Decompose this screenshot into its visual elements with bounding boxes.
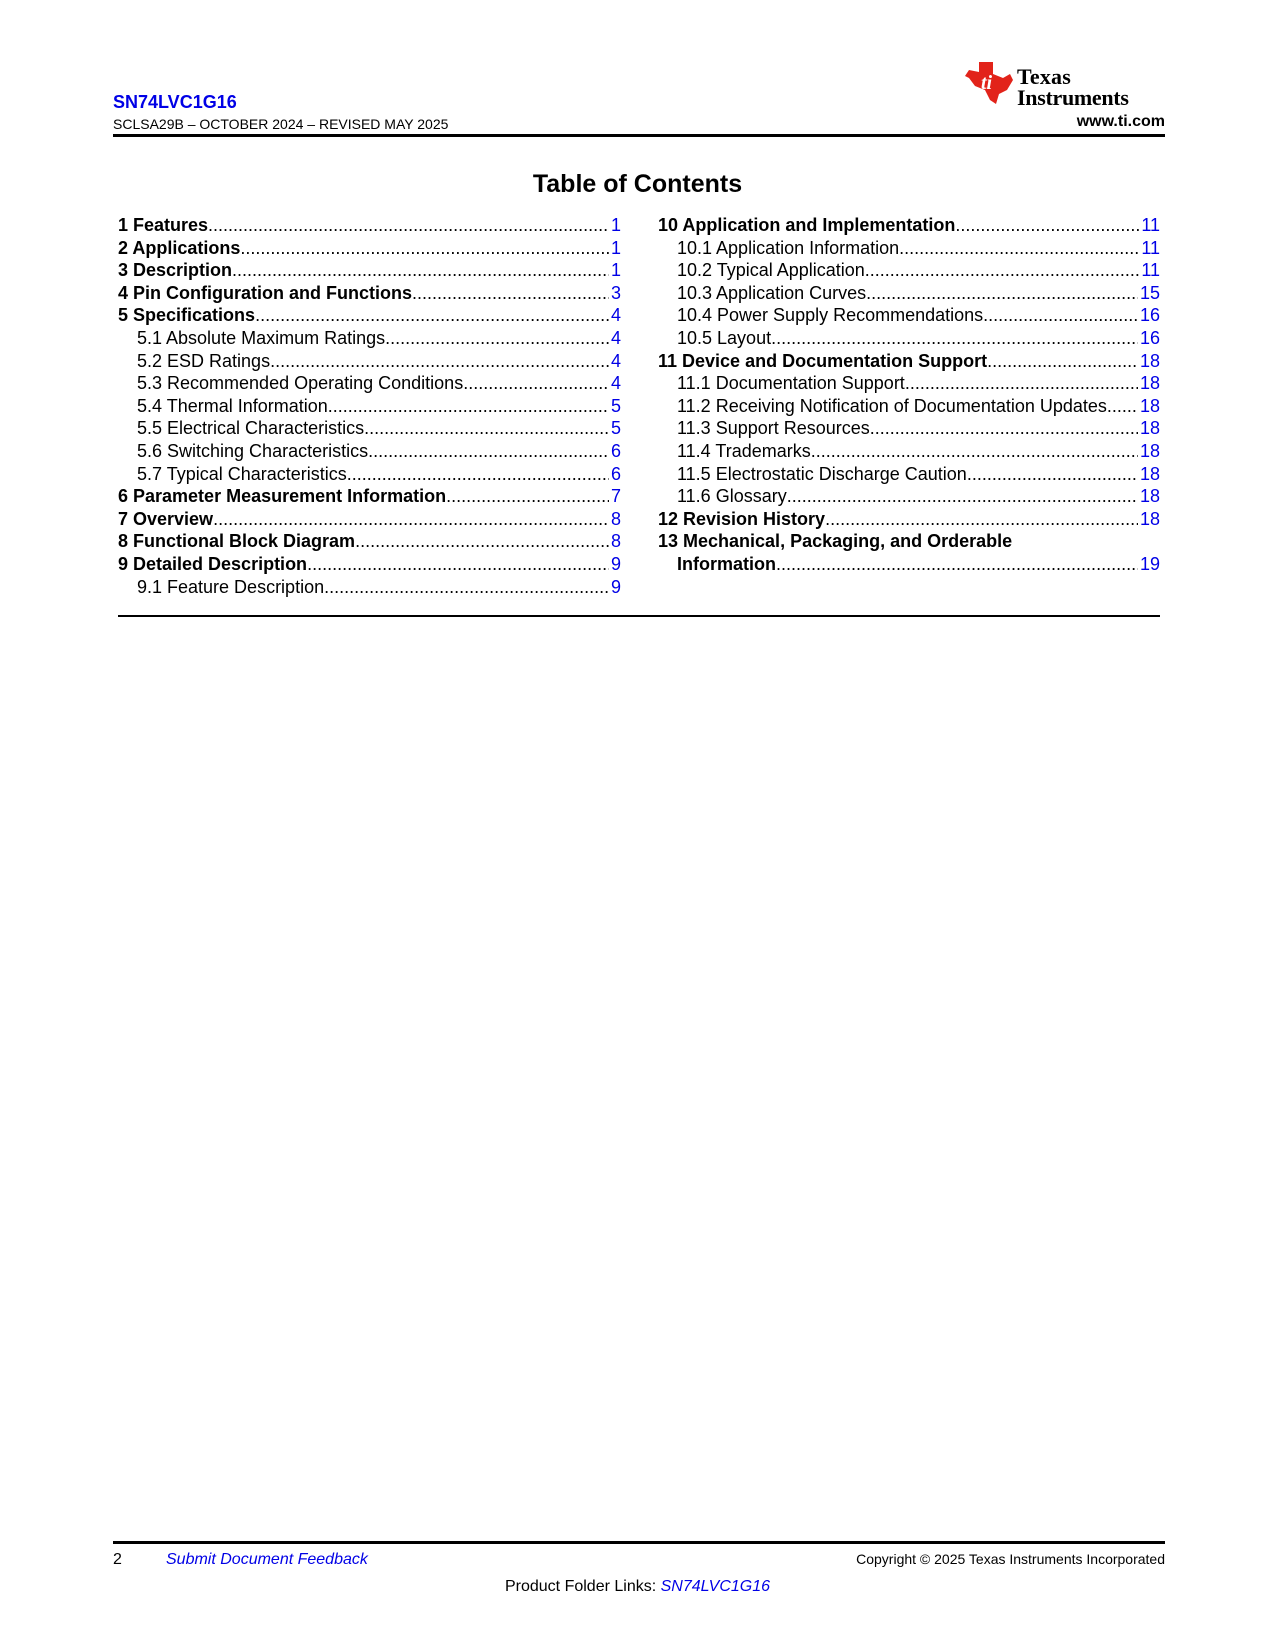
toc-entry[interactable]: [658, 283, 1160, 306]
toc-page-link[interactable]: 4: [610, 327, 621, 348]
toc-page-link[interactable]: 11: [1141, 237, 1160, 258]
toc-dot-leader: [870, 418, 1138, 439]
toc-dot-leader: [1107, 396, 1138, 417]
toc-entry-title: 10.3 Application Curves: [677, 282, 867, 303]
toc-entry-title: 5.7 Typical Characteristics: [137, 463, 347, 484]
toc-dot-leader: [983, 305, 1138, 326]
toc-page-link[interactable]: 6: [610, 440, 621, 461]
toc-page-link[interactable]: 18: [1139, 440, 1160, 461]
toc-page-link[interactable]: 18: [1139, 350, 1160, 371]
toc-entry-title: 8 Functional Block Diagram: [118, 531, 356, 552]
toc-dot-leader: [208, 215, 609, 236]
toc-page-link[interactable]: 9: [610, 576, 621, 597]
toc-entry-wrapped-line1[interactable]: [658, 531, 1160, 554]
toc-page-link[interactable]: 4: [610, 305, 621, 326]
toc-page-link[interactable]: 15: [1139, 282, 1160, 303]
toc-entry-title: 9.1 Feature Description: [137, 576, 325, 597]
toc-dot-leader: [232, 260, 609, 281]
toc-right-column: [658, 215, 1160, 577]
toc-entry[interactable]: [118, 351, 621, 374]
website-link[interactable]: www.ti.com: [1076, 113, 1165, 130]
toc-entry[interactable]: [658, 238, 1160, 261]
toc-entry[interactable]: [118, 418, 621, 441]
toc-entry[interactable]: [118, 373, 621, 396]
toc-entry-title: 5.6 Switching Characteristics: [137, 440, 369, 461]
toc-entry-title: 5.2 ESD Ratings: [137, 350, 271, 371]
toc-dot-leader: [307, 554, 609, 575]
texas-state-icon: [963, 60, 1013, 106]
toc-entry[interactable]: [658, 464, 1160, 487]
toc-entry-title: 6 Parameter Measurement Information: [118, 486, 447, 507]
toc-page-link[interactable]: 1: [610, 215, 621, 235]
toc-dot-leader: [347, 464, 609, 485]
toc-entry-title: Information: [677, 553, 776, 574]
submit-feedback-link[interactable]: Submit Document Feedback: [166, 1551, 368, 1568]
toc-dot-leader: [825, 509, 1138, 530]
toc-dot-leader: [328, 396, 609, 417]
toc-page-link[interactable]: 5: [610, 418, 621, 439]
toc-entry[interactable]: [118, 260, 621, 283]
toc-entry[interactable]: [118, 577, 621, 600]
product-folder-link[interactable]: SN74LVC1G16: [660, 1578, 771, 1595]
toc-entry[interactable]: [118, 238, 621, 261]
toc-dot-leader: [240, 238, 609, 259]
toc-entry-title: 2 Applications: [118, 237, 241, 258]
toc-page-link[interactable]: 9: [610, 553, 621, 574]
toc-dot-leader: [368, 441, 609, 462]
toc-page-link[interactable]: 1: [610, 237, 621, 258]
toc-entry-title: 10.1 Application Information: [677, 237, 900, 258]
toc-entry-title: 10.4 Power Supply Recommendations: [677, 305, 984, 326]
logo-line-2: Instruments: [1017, 85, 1129, 110]
toc-entry[interactable]: [658, 328, 1160, 351]
toc-page-link[interactable]: 18: [1139, 486, 1160, 507]
ti-logo: [963, 60, 1165, 110]
toc-dot-leader: [324, 577, 609, 598]
toc-dot-leader: [899, 238, 1139, 259]
toc-page-link[interactable]: 18: [1139, 508, 1160, 529]
page-number: 2: [113, 1551, 122, 1568]
toc-page-link[interactable]: 19: [1139, 553, 1160, 574]
toc-entry[interactable]: [118, 283, 621, 306]
toc-entry-title: 5.5 Electrical Characteristics: [137, 418, 365, 439]
product-folder-links: [0, 1578, 1275, 1596]
product-folder-label: Product Folder Links:: [504, 1578, 661, 1595]
toc-entry-title: 10 Application and Implementation: [658, 215, 956, 235]
toc-entry-title: 5 Specifications: [118, 305, 256, 326]
toc-dot-leader: [787, 486, 1138, 507]
logo-line-1: Texas: [1017, 64, 1071, 89]
toc-dot-leader: [364, 418, 609, 439]
toc-page-link[interactable]: 16: [1139, 305, 1160, 326]
toc-entry[interactable]: [658, 260, 1160, 283]
toc-dot-leader: [955, 215, 1139, 236]
toc-dot-leader: [270, 351, 609, 372]
toc-dot-leader: [771, 328, 1138, 349]
toc-dot-leader: [905, 373, 1138, 394]
toc-entry-title: 10.5 Layout: [677, 327, 772, 348]
toc-entry[interactable]: [118, 531, 621, 554]
toc-page-link[interactable]: 1: [610, 260, 621, 281]
toc-dot-leader: [385, 328, 609, 349]
page-header: [113, 60, 1165, 136]
toc-entry-title: 11.1 Documentation Support: [677, 373, 905, 394]
toc-page-link[interactable]: 11: [1141, 215, 1160, 235]
logo-wordmark: [1017, 66, 1129, 108]
toc-entry[interactable]: [658, 509, 1160, 532]
toc-entry[interactable]: [118, 486, 621, 509]
toc-entry-title: 3 Description: [118, 260, 233, 281]
toc-dot-leader: [255, 305, 609, 326]
toc-entry-title: 11.4 Trademarks: [677, 440, 811, 461]
toc-entry[interactable]: [118, 396, 621, 419]
header-divider: [113, 134, 1165, 137]
toc-dot-leader: [213, 509, 609, 530]
toc-entry-title: 9 Detailed Description: [118, 553, 308, 574]
toc-dot-leader: [865, 260, 1140, 281]
toc-page-link[interactable]: 18: [1139, 373, 1160, 394]
toc-entry-title: 13 Mechanical, Packaging, and Orderable: [658, 531, 1013, 552]
toc-entry-title: 11.2 Receiving Notification of Documentation Updates: [677, 395, 1107, 416]
toc-entry[interactable]: [118, 305, 621, 328]
toc-entry[interactable]: [118, 554, 621, 577]
toc-entry[interactable]: [658, 351, 1160, 374]
toc-entry-title: 11.3 Support Resources: [677, 418, 870, 439]
toc-page-link[interactable]: 4: [610, 350, 621, 371]
toc-entry-title: 4 Pin Configuration and Functions: [118, 282, 412, 303]
toc-title: Table of Contents: [532, 170, 743, 198]
toc-entry-title: 7 Overview: [118, 508, 214, 529]
toc-entry-wrapped-line2[interactable]: [658, 554, 1160, 577]
toc-entry[interactable]: [118, 509, 621, 532]
toc-page-link[interactable]: 18: [1139, 395, 1160, 416]
toc-entry-title: 5.3 Recommended Operating Conditions: [137, 373, 464, 394]
toc-entry-title: 10.2 Typical Application: [677, 260, 865, 281]
toc-page-link[interactable]: 18: [1139, 463, 1160, 484]
toc-page-link[interactable]: 4: [610, 373, 621, 394]
toc-entry[interactable]: [658, 486, 1160, 509]
toc-dot-leader: [811, 441, 1138, 462]
toc-page-link[interactable]: 8: [610, 508, 621, 529]
toc-dot-leader: [412, 283, 609, 304]
toc-entry-title: 11.5 Electrostatic Discharge Caution: [677, 463, 967, 484]
toc-page-link[interactable]: 11: [1141, 260, 1160, 281]
toc-dot-leader: [987, 351, 1138, 372]
toc-entry-title: 1 Features: [118, 215, 209, 235]
toc-entry-title: 5.4 Thermal Information: [137, 395, 328, 416]
footer-divider: [113, 1541, 1165, 1544]
toc-page-link[interactable]: 16: [1139, 327, 1160, 348]
copyright-notice: Copyright © 2025 Texas Instruments Incorporated: [856, 1551, 1165, 1567]
toc-divider: [118, 615, 1160, 617]
toc-entry[interactable]: [118, 215, 621, 238]
toc-entry-title: 11 Device and Documentation Support: [658, 350, 988, 371]
toc-dot-leader: [866, 283, 1138, 304]
toc-dot-leader: [776, 554, 1138, 575]
toc-entry[interactable]: [658, 418, 1160, 441]
toc-left-column: [118, 215, 621, 599]
toc-entry-title: 11.6 Glossary: [677, 486, 787, 507]
toc-dot-leader: [355, 531, 609, 552]
toc-page-link[interactable]: 8: [610, 531, 621, 552]
toc-entry[interactable]: [658, 305, 1160, 328]
toc-entry[interactable]: [118, 441, 621, 464]
toc-dot-leader: [463, 373, 609, 394]
toc-entry[interactable]: [658, 441, 1160, 464]
toc-entry[interactable]: [118, 328, 621, 351]
toc-entry[interactable]: [658, 215, 1160, 238]
toc-page-link[interactable]: 18: [1139, 418, 1160, 439]
toc-entry[interactable]: [118, 464, 621, 487]
document-id: SCLSA29B – OCTOBER 2024 – REVISED MAY 2025: [113, 116, 449, 132]
toc-dot-leader: [967, 464, 1138, 485]
toc-page-link[interactable]: 3: [610, 282, 621, 303]
toc-page-link[interactable]: 5: [610, 395, 621, 416]
svg-text:ti: ti: [981, 72, 993, 94]
toc-entry[interactable]: [658, 373, 1160, 396]
toc-entry-title: 5.1 Absolute Maximum Ratings: [137, 327, 386, 348]
toc-page-link[interactable]: 7: [610, 486, 621, 507]
toc-dot-leader: [446, 486, 609, 507]
toc-entry[interactable]: [658, 396, 1160, 419]
toc-entry-title: 12 Revision History: [658, 508, 826, 529]
part-number-link[interactable]: SN74LVC1G16: [113, 92, 237, 112]
toc-page-link[interactable]: 6: [610, 463, 621, 484]
